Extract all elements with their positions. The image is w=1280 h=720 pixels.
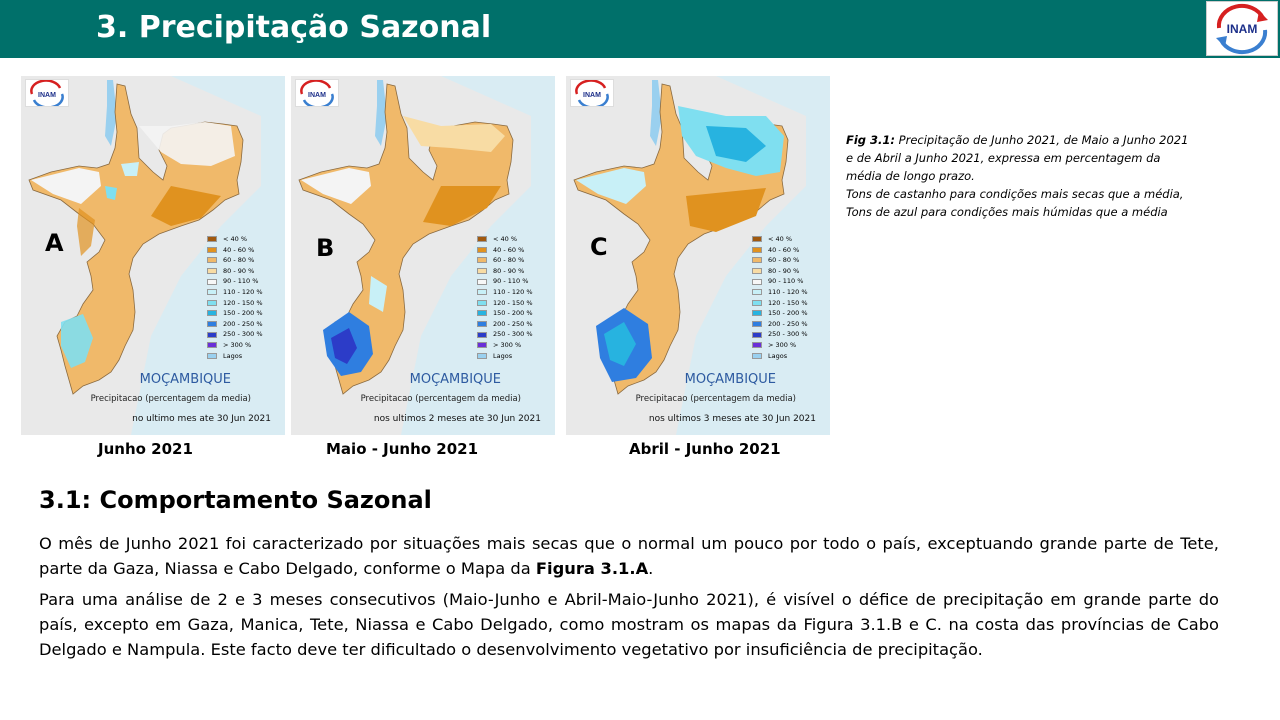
legend-swatch — [207, 268, 217, 274]
panel-logo — [570, 79, 614, 107]
legend-row: 80 - 90 % — [477, 266, 533, 277]
page-title: 3. Precipitação Sazonal — [96, 10, 492, 45]
svg-text:INAM: INAM — [308, 92, 326, 99]
legend-row: < 40 % — [752, 234, 808, 245]
legend-row: 120 - 150 % — [207, 298, 263, 309]
map-letter: A — [45, 229, 64, 257]
legend-row: 120 - 150 % — [752, 298, 808, 309]
panel-logo — [295, 79, 339, 107]
legend-row: 90 - 110 % — [477, 276, 533, 287]
legend-row: 110 - 120 % — [477, 287, 533, 298]
caption-line: média de longo prazo. — [846, 169, 975, 183]
legend-swatch — [477, 289, 487, 295]
legend-swatch — [477, 342, 487, 348]
legend-swatch — [752, 310, 762, 316]
title-bar — [0, 0, 1280, 58]
map-legend — [207, 234, 263, 361]
legend-swatch — [207, 342, 217, 348]
legend-swatch — [207, 279, 217, 285]
map-panel-c — [566, 76, 830, 435]
map-country-label: MOÇAMBIQUE — [684, 372, 776, 387]
legend-swatch — [207, 353, 217, 359]
map-label-b: Maio - Junho 2021 — [326, 440, 479, 458]
legend-row: 200 - 250 % — [752, 319, 808, 330]
legend-swatch — [477, 310, 487, 316]
caption-line: Precipitação de Junho 2021, de Maio a Junho 2021 — [898, 133, 1189, 147]
figure-caption — [846, 131, 1226, 221]
legend-swatch — [207, 310, 217, 316]
legend-swatch — [752, 321, 762, 327]
legend-swatch — [752, 332, 762, 338]
legend-swatch — [752, 289, 762, 295]
section-heading: 3.1: Comportamento Sazonal — [39, 486, 432, 514]
caption-lead: Fig 3.1: — [846, 133, 896, 147]
paragraph-1: O mês de Junho 2021 foi caracterizado por situações mais secas que o normal um pouco por todo o país, exceptuando grande parte de Tete, parte da Gaza, Niassa e Cabo Delgado, conforme o Mapa da Figura 3.1.A. — [39, 534, 1219, 578]
legend-row: 80 - 90 % — [752, 266, 808, 277]
legend-row: Lagos — [207, 351, 263, 362]
legend-swatch — [207, 257, 217, 263]
legend-row: 250 - 300 % — [207, 329, 263, 340]
map-panel-a — [21, 76, 285, 435]
legend-row: 60 - 80 % — [207, 255, 263, 266]
legend-row: 150 - 200 % — [207, 308, 263, 319]
legend-row: 120 - 150 % — [477, 298, 533, 309]
map-subtitle: Precipitacao (percentagem da media) — [360, 394, 521, 404]
svg-text:INAM: INAM — [1226, 22, 1258, 36]
map-subtitle: Precipitacao (percentagem da media) — [635, 394, 796, 404]
legend-swatch — [752, 247, 762, 253]
legend-swatch — [752, 342, 762, 348]
legend-row: 150 - 200 % — [477, 308, 533, 319]
legend-row: 60 - 80 % — [477, 255, 533, 266]
figure-reference: Figura 3.1.A — [535, 559, 649, 578]
legend-row: 150 - 200 % — [752, 308, 808, 319]
legend-swatch — [207, 300, 217, 306]
map-subtitle: Precipitacao (percentagem da media) — [90, 394, 251, 404]
legend-row: > 300 % — [207, 340, 263, 351]
legend-row: < 40 % — [207, 234, 263, 245]
legend-row: 110 - 120 % — [752, 287, 808, 298]
legend-swatch — [477, 332, 487, 338]
legend-swatch — [752, 236, 762, 242]
legend-swatch — [207, 321, 217, 327]
map-panel-b — [291, 76, 555, 435]
legend-row: 40 - 60 % — [207, 245, 263, 256]
legend-swatch — [477, 268, 487, 274]
caption-line: Tons de castanho para condições mais secas que a média, — [846, 187, 1184, 201]
legend-row: 250 - 300 % — [477, 329, 533, 340]
legend-row: 80 - 90 % — [207, 266, 263, 277]
legend-swatch — [207, 236, 217, 242]
svg-text:INAM: INAM — [583, 92, 601, 99]
legend-row: 60 - 80 % — [752, 255, 808, 266]
legend-row: 40 - 60 % — [752, 245, 808, 256]
legend-swatch — [477, 300, 487, 306]
legend-row: 200 - 250 % — [207, 319, 263, 330]
svg-text:INAM: INAM — [38, 92, 56, 99]
caption-line: e de Abril a Junho 2021, expressa em percentagem da — [846, 151, 1161, 165]
panel-logo — [25, 79, 69, 107]
paragraph-2: Para uma análise de 2 e 3 meses consecutivos (Maio-Junho e Abril-Maio-Junho 2021), é visível o défice de precipitação em grande parte do país, excepto em Gaza, Manica, Tete, Niassa e Cabo Delgado, como mostram os mapas da Figura 3.1.B e C. na costa das províncias de Cabo Delgado e Nampula. Este facto deve ter dificultado o desenvolvimento vegetativo por insuficiência de precipitação. — [39, 590, 1219, 659]
legend-row: Lagos — [752, 351, 808, 362]
map-letter: B — [316, 234, 335, 262]
legend-swatch — [477, 257, 487, 263]
legend-row: 250 - 300 % — [752, 329, 808, 340]
legend-row: 90 - 110 % — [752, 276, 808, 287]
map-country-label: MOÇAMBIQUE — [139, 372, 231, 387]
map-period: no ultimo mes ate 30 Jun 2021 — [132, 414, 271, 424]
legend-row: > 300 % — [477, 340, 533, 351]
map-period: nos ultimos 3 meses ate 30 Jun 2021 — [648, 414, 816, 424]
legend-swatch — [477, 247, 487, 253]
legend-row: 200 - 250 % — [477, 319, 533, 330]
map-country-label: MOÇAMBIQUE — [409, 372, 501, 387]
legend-row: 40 - 60 % — [477, 245, 533, 256]
map-label-c: Abril - Junho 2021 — [629, 440, 781, 458]
legend-swatch — [477, 279, 487, 285]
legend-swatch — [207, 289, 217, 295]
legend-swatch — [477, 353, 487, 359]
map-period: nos ultimos 2 meses ate 30 Jun 2021 — [373, 414, 541, 424]
map-label-a: Junho 2021 — [98, 440, 193, 458]
map-letter: C — [590, 233, 608, 261]
legend-swatch — [752, 279, 762, 285]
legend-swatch — [752, 300, 762, 306]
inam-logo — [1206, 1, 1278, 56]
map-legend — [477, 234, 533, 361]
legend-row: Lagos — [477, 351, 533, 362]
caption-line: Tons de azul para condições mais húmidas que a média — [846, 205, 1168, 219]
legend-swatch — [477, 321, 487, 327]
legend-swatch — [207, 247, 217, 253]
legend-row: 90 - 110 % — [207, 276, 263, 287]
legend-row: 110 - 120 % — [207, 287, 263, 298]
legend-swatch — [752, 257, 762, 263]
legend-swatch — [752, 353, 762, 359]
legend-swatch — [207, 332, 217, 338]
legend-swatch — [477, 236, 487, 242]
legend-row: > 300 % — [752, 340, 808, 351]
map-legend — [752, 234, 808, 361]
legend-swatch — [752, 268, 762, 274]
legend-row: < 40 % — [477, 234, 533, 245]
